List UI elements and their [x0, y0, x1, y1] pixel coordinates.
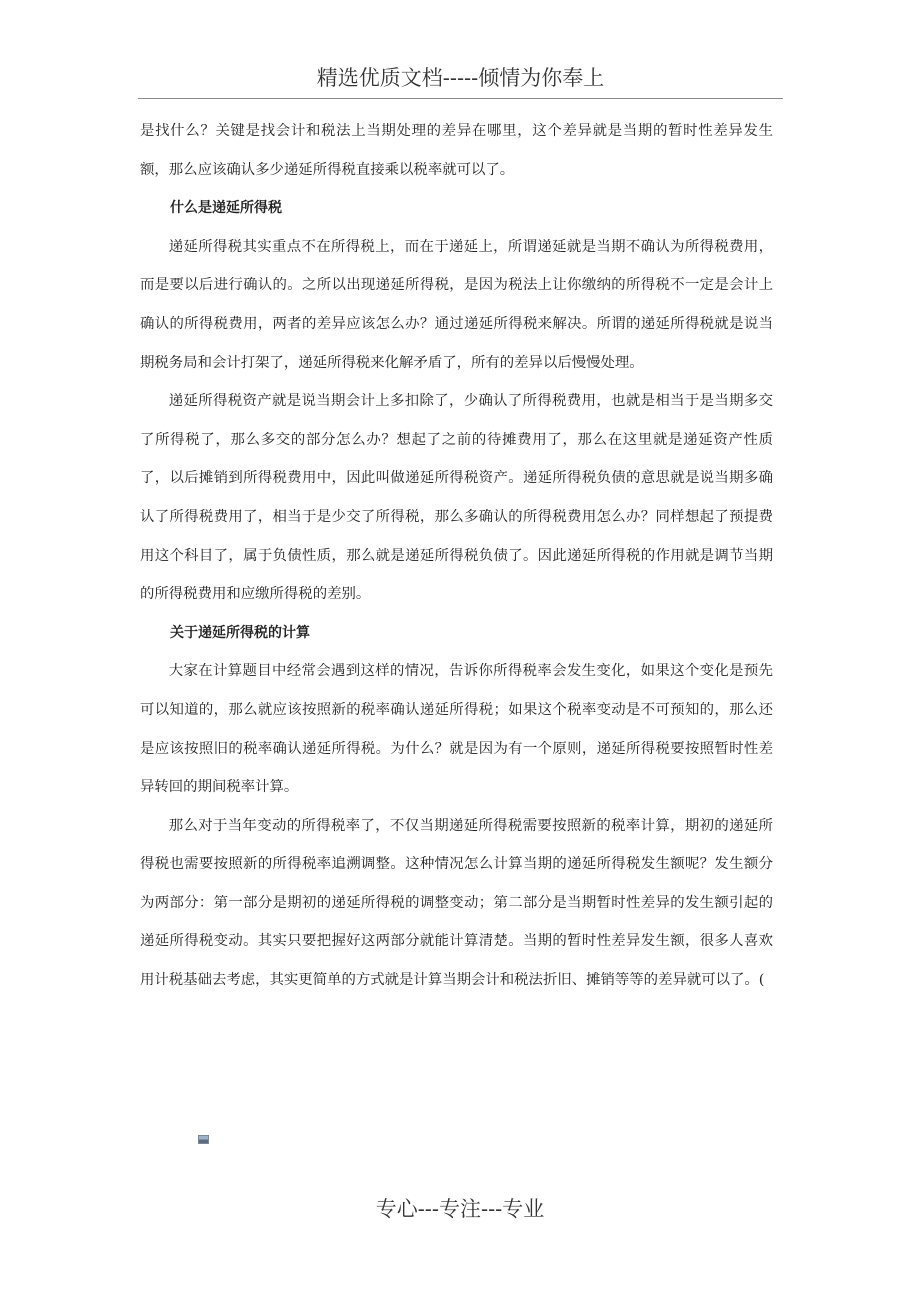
section-heading-deferred-tax-calculation: 关于递延所得税的计算 — [170, 624, 310, 641]
page-header-title: 精选优质文档-----倾情为你奉上 — [316, 66, 605, 90]
paragraph-current-year-rate-change: 那么对于当年变动的所得税率了，不仅当期递延所得税需要按照新的税率计算，期初的递延所得税也需要按照新的所得税率追溯调整。这种情况怎么计算当期的递延所得税发生额呢？发生额分为两部分：第一部分是期初的递延所得税的调整变动；第二部分是当期暂时性差异的发生额引起的递延所得税变动。其实只要把握好这两部分就能计算清楚。当期的暂时性差异发生额，很多人喜欢用计税基础去考虑，其实更简单的方式就是计算当期会计和税法折旧、摊销等等的差异就可以了。( — [140, 817, 773, 989]
section-heading-what-is-deferred-tax: 什么是递延所得税 — [170, 200, 282, 217]
page-footer-text: 专心---专注---专业 — [375, 1197, 545, 1221]
document-body — [140, 112, 773, 1000]
paragraph-deferred-tax-definition: 递延所得税其实重点不在所得税上，而在于递延上，所谓递延就是当期不确认为所得税费用，而是要以后进行确认的。之所以出现递延所得税，是因为税法上让你缴纳的所得税不一定是会计上确认的所得税费用，两者的差异应该怎么办？通过递延所得税来解决。所谓的递延所得税就是说当期税务局和会计打架了，递延所得税来化解矛盾了，所有的差异以后慢慢处理。 — [140, 238, 773, 371]
paragraph-continuation: 是找什么？关键是找会计和税法上当期处理的差异在哪里，这个差异就是当期的暂时性差异发生额，那么应该确认多少递延所得税直接乘以税率就可以了。 — [140, 123, 773, 178]
page-footer — [0, 1193, 920, 1225]
paragraph-deferred-tax-assets-liabilities: 递延所得税资产就是说当期会计上多扣除了，少确认了所得税费用，也就是相当于是当期多交了所得税了，那么多交的部分怎么办？想起了之前的待摊费用了，那么在这里就是递延资产性质了，以后摊销到所得税费用中，因此叫做递延所得税资产。递延所得税负债的意思就是说当期多确认了所得税费用了，相当于是少交了所得税，那么多确认的所得税费用怎么办？同样想起了预提费用这个科目了，属于负债性质，那么就是递延所得税负债了。因此递延所得税的作用就是调节当期的所得税费用和应缴所得税的差别。 — [140, 393, 773, 603]
page-header — [138, 62, 783, 99]
paragraph-tax-rate-change: 大家在计算题目中经常会遇到这样的情况，告诉你所得税率会发生变化，如果这个变化是预先可以知道的，那么就应该按照新的税率确认递延所得税；如果这个税率变动是不可预知的，那么还是应该按照旧的税率确认递延所得税。为什么？就是因为有一个原则，递延所得税要按照暂时性差异转回的期间税率计算。 — [140, 663, 773, 796]
broken-image-icon — [198, 1135, 209, 1144]
